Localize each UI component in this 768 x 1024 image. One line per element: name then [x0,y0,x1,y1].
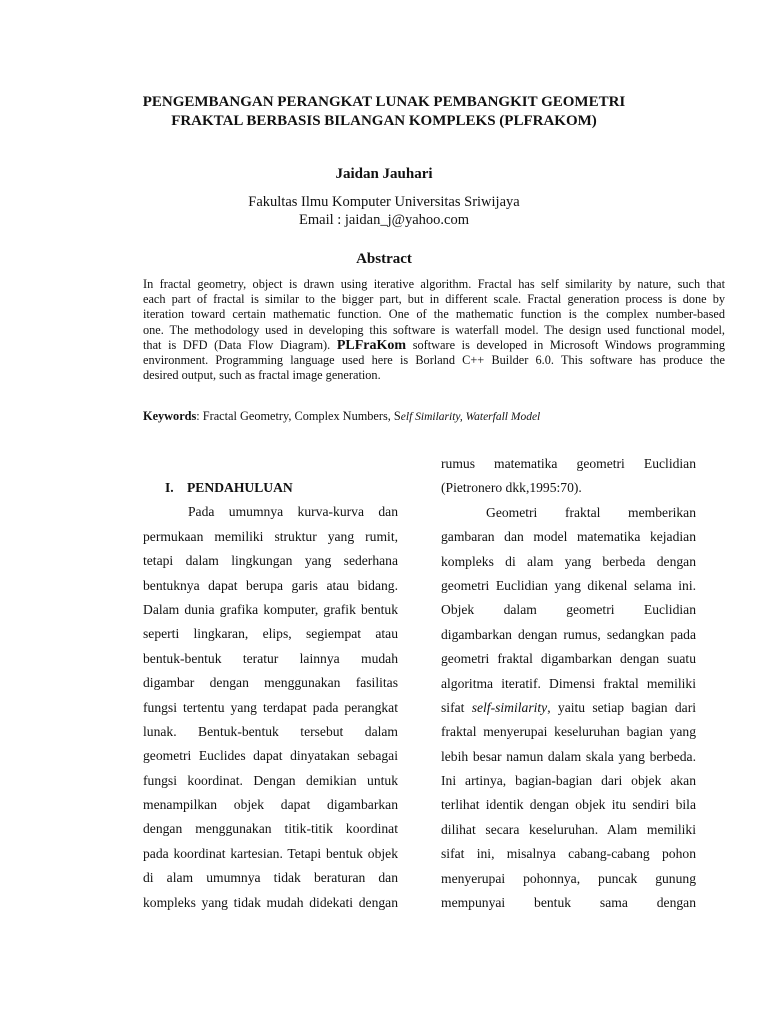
body-line: gambaran dan model matematika kejadian [441,529,696,545]
abstract-line-5-pre: that is DFD (Data Flow Diagram). [143,337,331,352]
keywords-label: Keywords [143,409,197,423]
body-line: geometri Euclidian yang dikenal selama ini. [441,577,696,593]
section-number: I. [165,480,174,495]
title-line-2: FRAKTAL BERBASIS BILANGAN KOMPLEKS (PLFRAKOM) [171,113,597,129]
body-line: lunak. Bentuk-bentuk tersebut dalam [143,723,398,739]
title-line-1: PENGEMBANGAN PERANGKAT LUNAK PEMBANGKIT GEOMETRI [142,94,626,110]
keywords-plain: : Fractal Geometry, Complex Numbers, S [196,409,401,423]
body-line: Pada umumnya kurva-kurva dan [188,504,398,520]
body-line: dilihat secara keseluruhan. Alam memiliki [441,821,696,837]
body-line: geometri fraktal digambarkan dengan suatu [441,651,696,667]
body-line: geometri Euclides dapat dinyatakan sebagai [143,748,398,764]
body-line: kompleks di alam yang berbeda dengan [441,553,696,569]
body-line: pada koordinat kartesian. Tetapi bentuk objek [143,845,398,861]
body-line: fungsi tertentu yang terdapat pada perangkat [143,699,398,715]
body-line: menyerupai pohonnya, puncak gunung [441,870,696,886]
body-line: seperti lingkaran, elips, segiempat atau [143,626,398,642]
email: Email : jaidan_j@yahoo.com [299,212,469,228]
affiliation: Fakultas Ilmu Komputer Universitas Sriwijaya [248,194,520,210]
body-line: digambar dengan menggunakan fasilitas [143,675,398,691]
body-line: digambarkan dengan rumus, sedangkan pada [441,626,696,642]
body-line: fraktal menyerupai keseluruhan bagian yang [441,724,696,740]
abstract-line: each part of fractal is similar to the bigger part, but in different scale. Fractal generation process is done by [143,292,725,307]
body-line: terlihat identik dengan objek itu sendiri bila [441,797,696,813]
body-line: Dalam dunia grafika komputer, grafik bentuk [143,601,398,617]
body-line: sifat ini, misalnya cabang-cabang pohon [441,846,696,862]
section-heading [143,476,398,500]
body-line: Ini artinya, bagian-bagian dari objek akan [441,773,696,789]
body-line: tetapi dalam lingkungan yang sederhana [143,553,398,569]
abstract-line: iteration toward certain mathematic function. One of the mathematic function is the complex number-based [143,307,725,322]
body-line: Objek dalam geometri Euclidian [441,602,696,618]
abstract-line: desired output, such as fractal image generation. [143,368,381,383]
body-line: bentuknya dapat berupa garis atau bidang. [143,577,398,593]
author-affiliation-block [0,193,768,229]
body-line: Geometri fraktal memberikan [486,504,696,520]
body-line: menampilkan objek dapat digambarkan [143,797,398,813]
left-column [143,476,398,915]
body-line: rumus matematika geometri Euclidian [441,456,696,471]
abstract-line [143,338,725,353]
body-line: permukaan memiliki struktur yang rumit, [143,528,398,544]
paper-title [0,93,768,131]
body-line: lebih besar namun dalam skala yang berbeda. [441,748,696,764]
body-line: kompleks yang tidak mudah didekati dengan [143,894,398,910]
software-name: PLFraKom [336,337,407,353]
abstract-line: In fractal geometry, object is drawn using iterative algorithm. Fractal has self similarity by nature, such that [143,277,725,291]
abstract-heading: Abstract [356,251,412,267]
abstract-body [143,277,725,383]
keywords [143,409,540,424]
line-post: , yaitu setiap bagian dari [547,699,696,715]
right-column [441,452,696,915]
body-line: bentuk-bentuk teratur lainnya mudah [143,650,398,666]
abstract-line-5-post: software is developed in Microsoft Windows programming [412,337,725,352]
italic-term: self-similarity [471,699,548,715]
body-line [441,696,696,720]
keywords-italic: elf Similarity, Waterfall Model [400,411,541,423]
body-line: di alam umumnya tidak beraturan dan [143,870,398,886]
body-line: fungsi koordinat. Dengan demikian untuk [143,772,398,788]
body-line: (Pietronero dkk,1995:70). [441,480,582,496]
body-line: algoritma iteratif. Dimensi fraktal memiliki [441,675,696,691]
section-title: PENDAHULUAN [187,480,293,495]
abstract-line: one. The methodology used in developing this software is waterfall model. The design used functional model, [143,322,725,337]
line-pre: sifat [441,699,465,715]
body-line: dengan menggunakan titik-titik koordinat [143,821,398,837]
author-name: Jaidan Jauhari [335,166,433,182]
abstract-line: environment. Programming language used here is Borland C++ Builder 6.0. This software has produce the [143,352,725,367]
body-line: mempunyai bentuk sama dengan [441,895,696,911]
